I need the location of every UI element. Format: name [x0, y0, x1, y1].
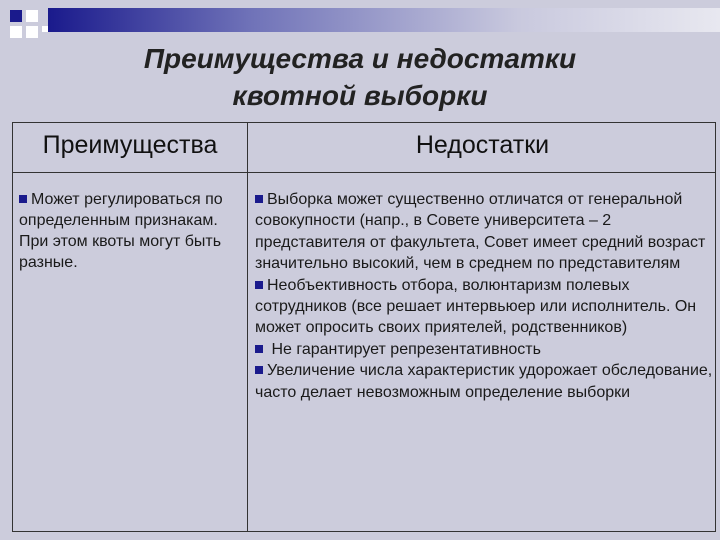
comparison-table	[12, 122, 716, 532]
disadvantage-text: Выборка может существенно отличатся от генеральной совокупности (напр., в Совете университета – 2 представителя от факультета, Совет имеет средний возраст значительно высокий, чем в среднем по представителям	[255, 191, 706, 273]
square-icon	[26, 26, 38, 38]
disadvantage-text: Не гарантирует репрезентативность	[267, 340, 541, 358]
title-line-1: Преимущества и недостатки	[143, 43, 577, 74]
list-item	[19, 189, 243, 273]
list-item	[255, 339, 715, 360]
square-bullet-icon	[255, 281, 263, 289]
square-icon	[26, 10, 38, 22]
title-line-2: квотной выборки	[232, 80, 488, 111]
advantage-text: Может регулироваться по определенным признакам. При этом квоты могут быть разные.	[19, 191, 223, 271]
disadvantages-cell	[255, 189, 715, 403]
square-bullet-icon	[19, 195, 27, 203]
square-icon	[10, 26, 22, 38]
header-divider	[13, 172, 715, 173]
advantages-cell	[19, 189, 243, 273]
header-disadvantages: Недостатки	[415, 131, 550, 159]
square-bullet-icon	[255, 366, 263, 374]
square-icon	[10, 10, 22, 22]
slide-title	[0, 40, 720, 114]
square-bullet-icon	[255, 345, 263, 353]
disadvantage-text: Увеличение числа характеристик удорожает обследование, часто делает невозможным определение выборки	[255, 362, 713, 401]
disadvantage-text: Необъективность отбора, волюнтаризм полевых сотрудников (все решает интервьюер или исполнитель. Он может опросить своих приятелей, родственников)	[255, 276, 697, 337]
list-item	[255, 189, 715, 275]
column-divider	[247, 123, 248, 531]
header-gradient-bar	[48, 8, 720, 32]
list-item	[255, 275, 715, 339]
header-advantages: Преимущества	[42, 131, 218, 159]
square-bullet-icon	[255, 195, 263, 203]
list-item	[255, 360, 715, 403]
